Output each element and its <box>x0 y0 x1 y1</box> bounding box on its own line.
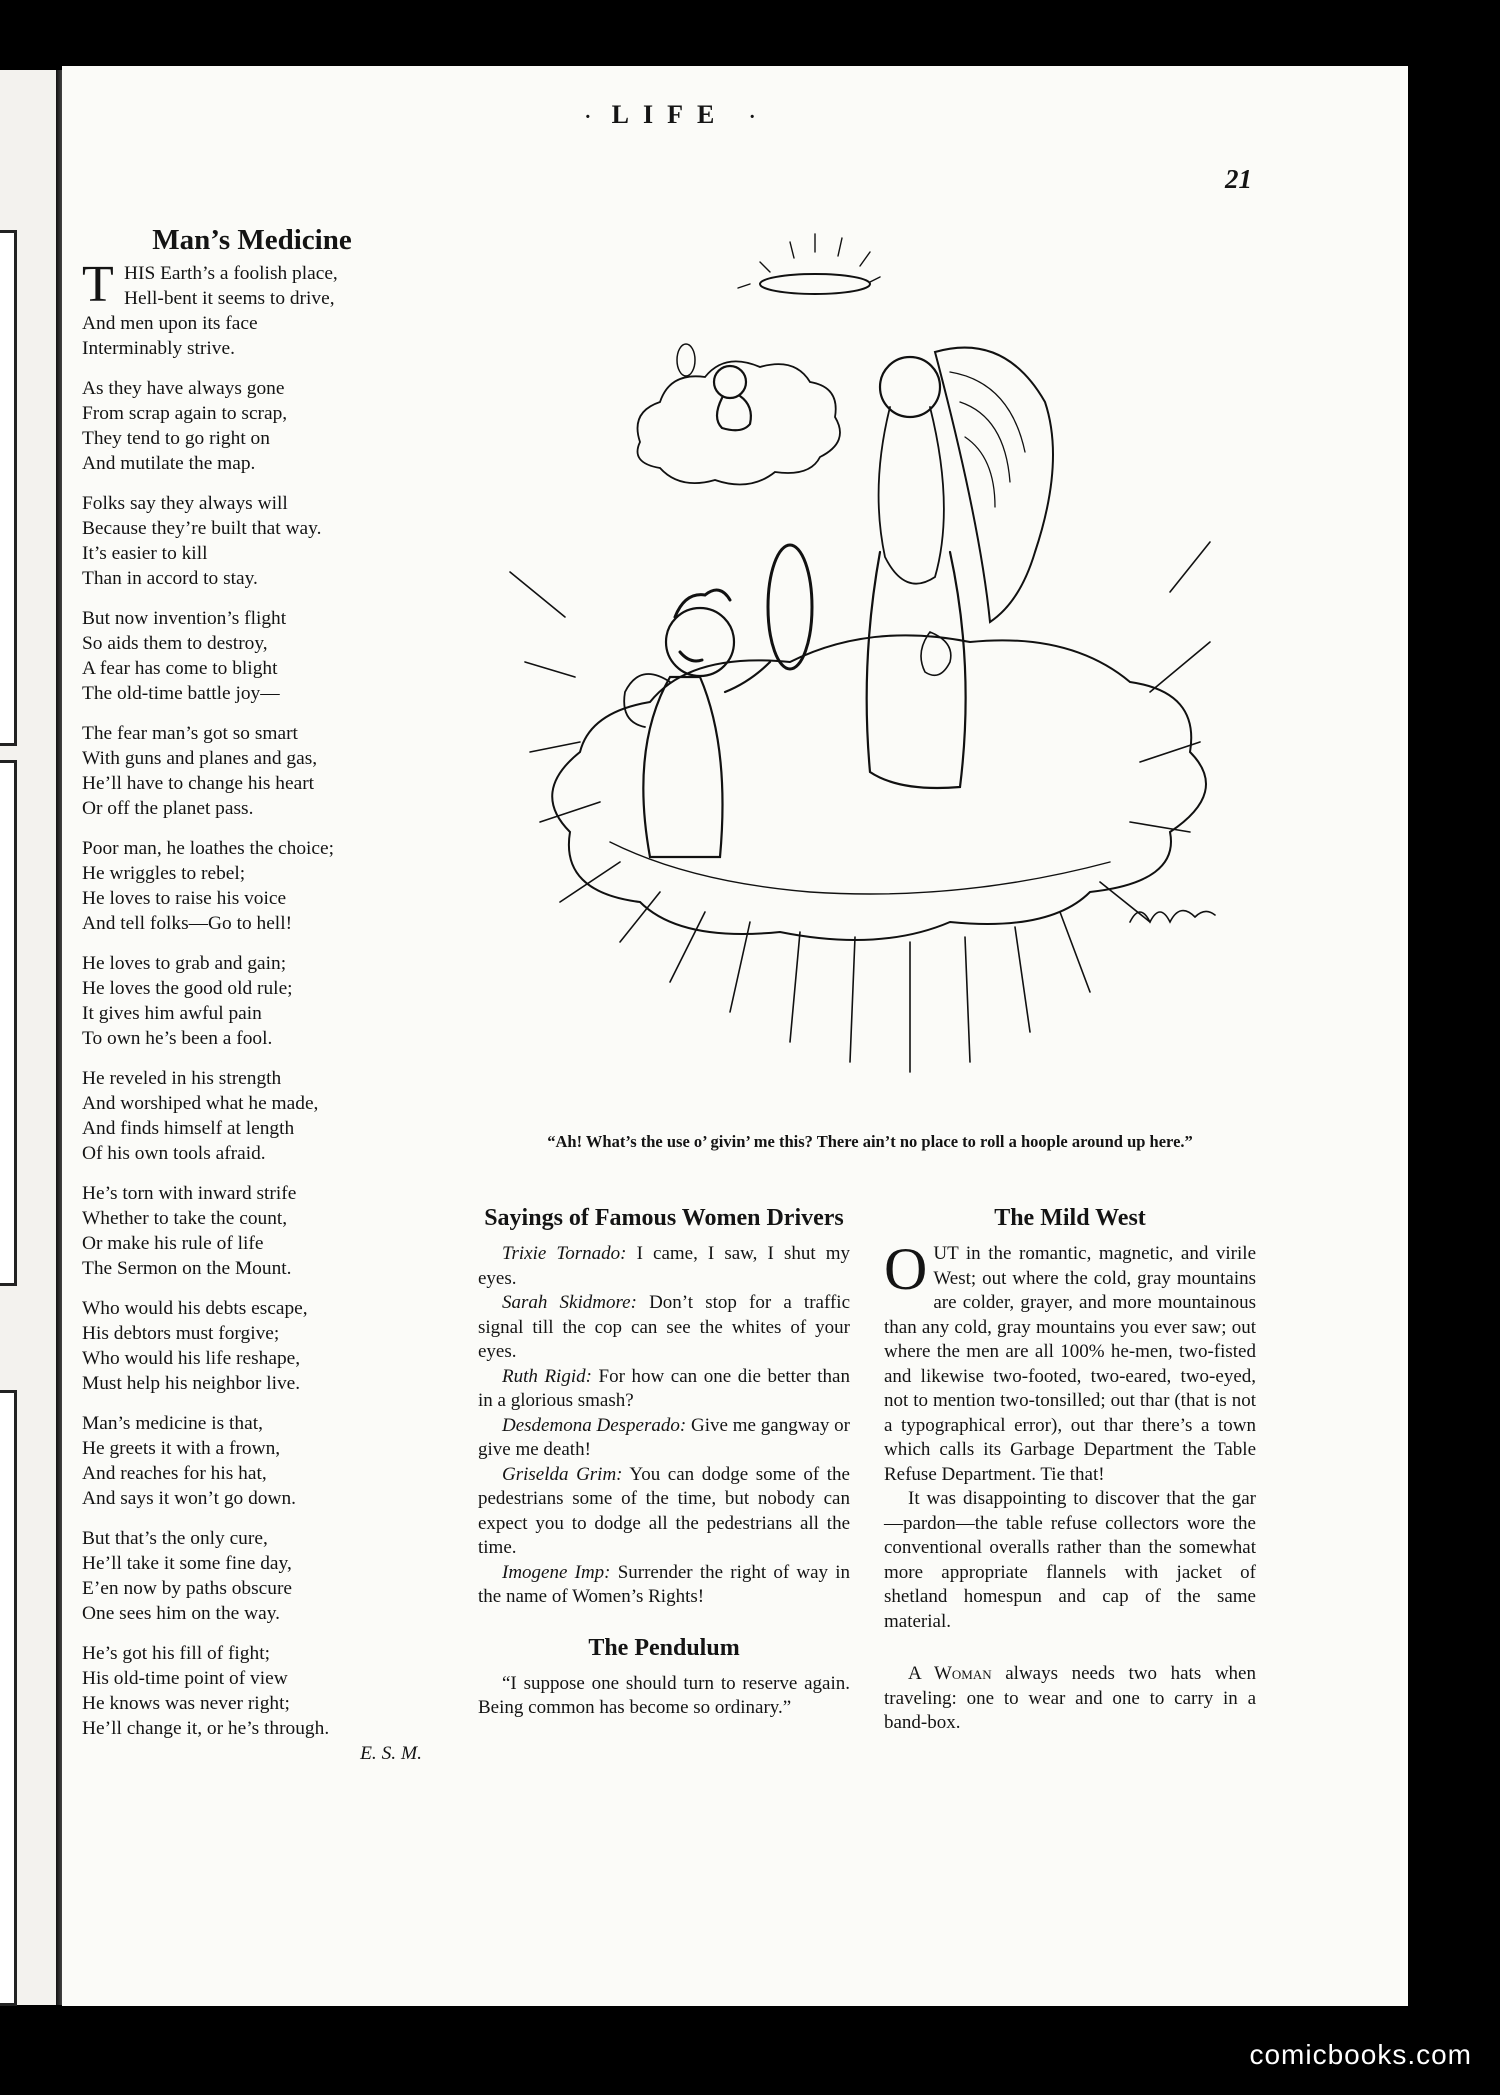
saying-item <box>478 1242 850 1291</box>
poem-line: Poor man, he loathes the choice; <box>82 838 335 859</box>
page-number: 21 <box>1225 164 1252 194</box>
sayings-title: Sayings of Famous Women Drivers <box>484 1205 844 1231</box>
poem-line: His old-time point of view <box>82 1668 288 1689</box>
saying-speaker: Trixie Tornado: <box>502 1243 627 1264</box>
saying-speaker: Imogene Imp: <box>502 1561 611 1583</box>
poem-line: He knows was never right; <box>82 1693 290 1714</box>
poem-line: Who would his life reshape, <box>82 1348 301 1369</box>
poem-line: He greets it with a frown, <box>82 1438 281 1459</box>
poem-line: Hell-bent it seems to drive, <box>124 288 335 309</box>
mild-west-para-1 <box>884 1236 1256 1487</box>
poem-line: He’s torn with inward strife <box>82 1183 297 1204</box>
saying-speaker: Sarah Skidmore: <box>502 1292 637 1313</box>
stanza <box>82 1641 422 1741</box>
poem-line: He’ll have to change his heart <box>82 773 315 794</box>
poem-line: Of his own tools afraid. <box>82 1143 266 1164</box>
poem-line: To own he’s been a fool. <box>82 1028 273 1049</box>
poem-line: And says it won’t go down. <box>82 1488 297 1509</box>
poem-line: He wriggles to rebel; <box>82 863 246 884</box>
poem-line: He’ll take it some fine day, <box>82 1553 292 1574</box>
saying-item <box>478 1463 850 1561</box>
facing-page-edge <box>0 70 60 2005</box>
radiating-lines <box>510 542 1210 1072</box>
cartoon-illustration <box>470 222 1270 1102</box>
saying-text: Don’t stop for a traffic signal till the cop can see the whites of your eyes. <box>478 1292 850 1362</box>
poem-line: Must help his neighbor live. <box>82 1373 301 1394</box>
saying-speaker: Griselda Grim: <box>502 1463 623 1485</box>
stanza <box>82 606 422 706</box>
saying-item <box>478 1414 850 1463</box>
pendulum-title: The Pendulum <box>588 1634 740 1661</box>
woman-note-text: always needs two hats when traveling: one to wear and one to carry in a band-box. <box>884 1663 1256 1733</box>
poem-line: With guns and planes and gas, <box>82 748 318 769</box>
middle-column <box>478 1202 850 1721</box>
saying-text: You can dodge some of the pedestrians some of the time, but nobody can expect you to dodge all the pedestrians all the time. <box>478 1463 850 1558</box>
poem-line: He loves to raise his voice <box>82 888 287 909</box>
saying-text: I came, I saw, I shut my eyes. <box>478 1243 850 1289</box>
poem-line: The fear man’s got so smart <box>82 723 298 744</box>
saying-speaker: Ruth Rigid: <box>502 1365 592 1387</box>
stanza <box>82 1411 422 1511</box>
poem-line: One sees him on the way. <box>82 1603 280 1624</box>
magazine-title: LIFE <box>611 100 729 129</box>
woman-note-lead: A Woman <box>908 1663 992 1684</box>
mild-west-text: UT in the romantic, magnetic, and virile West; out where the cold, gray mountains are colder, grayer, and more mountainous than any cold, gray mountains you ever saw; out where the men are all 100% he-men, two-fisted and likewise two-footed, two-eared, two-eyed, not to mention two-tonsilled; out thar (that is not a typographical error), out thar there’s a town which calls its Garbage Department the Table Refuse Department. Tie that! <box>884 1243 1256 1485</box>
saying-item <box>478 1365 850 1414</box>
poem-line: Than in accord to stay. <box>82 568 258 589</box>
stanza <box>82 491 422 591</box>
facing-page-panel <box>0 230 17 746</box>
poem-signature: E. S. M. <box>360 1743 422 1764</box>
poem-line: As they have always gone <box>82 378 285 399</box>
drop-cap: T <box>82 256 114 313</box>
drop-cap: O <box>884 1236 928 1302</box>
sayings-list <box>478 1242 850 1610</box>
poem-line: E’en now by paths obscure <box>82 1578 293 1599</box>
saying-text: For how can one die better than in a glorious smash? <box>478 1365 850 1411</box>
poem-line: And reaches for his hat, <box>82 1463 267 1484</box>
saying-speaker: Desdemona Desperado: <box>502 1414 687 1436</box>
stanza <box>82 376 422 476</box>
poem-line: From scrap again to scrap, <box>82 403 288 424</box>
stanza <box>82 1296 422 1396</box>
stanza <box>82 1066 422 1166</box>
poem-line: He’s got his fill of fight; <box>82 1643 270 1664</box>
elder-angel <box>867 348 1053 788</box>
facing-page-panel <box>0 1390 17 2006</box>
stanza <box>82 951 422 1051</box>
poem-line: The Sermon on the Mount. <box>82 1258 292 1279</box>
poem-line: He reveled in his strength <box>82 1068 282 1089</box>
poem-line: So aids them to destroy, <box>82 633 268 654</box>
saying-item <box>478 1291 850 1365</box>
mild-west-title: The Mild West <box>994 1205 1146 1231</box>
poem-line: And worshiped what he made, <box>82 1093 319 1114</box>
poem-line: Interminably strive. <box>82 338 235 359</box>
poem-line: They tend to go right on <box>82 428 270 449</box>
poem-line: Or make his rule of life <box>82 1233 264 1254</box>
woman-note <box>884 1662 1256 1736</box>
poem-line: And mutilate the map. <box>82 453 256 474</box>
saying-text: Surrender the right of way in the name of Women’s Rights! <box>478 1561 850 1607</box>
poem-line: And tell folks—Go to hell! <box>82 913 293 934</box>
poem-line: Or off the planet pass. <box>82 798 254 819</box>
poem-line: His debtors must forgive; <box>82 1323 280 1344</box>
poem-line: It gives him awful pain <box>82 1003 262 1024</box>
poem-line: It’s easier to kill <box>82 543 208 564</box>
poem-line: HIS Earth’s a foolish place, <box>124 263 338 284</box>
stanza <box>82 1181 422 1281</box>
right-column <box>884 1202 1256 1736</box>
facing-page-panel <box>0 760 17 1286</box>
running-header: · LIFE · <box>584 100 756 129</box>
poem-line: And finds himself at length <box>82 1118 295 1139</box>
boy-angel <box>624 545 812 857</box>
poem-line: But that’s the only cure, <box>82 1528 268 1549</box>
poem-title: Man’s Medicine <box>152 224 352 256</box>
mild-west-text: It was disappointing to discover that the gar—pardon—the table refuse collectors wore the conventional overalls rather than the somewhat more appropriate flannels with jacket of shetland homespun and cap of the same material. <box>884 1488 1256 1632</box>
poem-line: And men upon its face <box>82 313 258 334</box>
stanza <box>82 256 422 361</box>
stanza <box>82 1526 422 1626</box>
saying-text: Give me gangway or give me death! <box>478 1414 851 1460</box>
stanza <box>82 721 422 821</box>
poem-line: Man’s medicine is that, <box>82 1413 263 1434</box>
stanza <box>82 836 422 936</box>
poem-column <box>82 224 422 1766</box>
site-watermark: comicbooks.com <box>1249 2039 1472 2070</box>
poem-line: He’ll change it, or he’s through. <box>82 1718 330 1739</box>
poem-line: But now invention’s flight <box>82 608 287 629</box>
poem-line: He loves the good old rule; <box>82 978 293 999</box>
poem-line: The old-time battle joy— <box>82 683 280 704</box>
poem-line: Because they’re built that way. <box>82 518 322 539</box>
poem-line: Who would his debts escape, <box>82 1298 308 1319</box>
poem-line: Whether to take the count, <box>82 1208 288 1229</box>
poem-line: He loves to grab and gain; <box>82 953 287 974</box>
poem-line: Folks say they always will <box>82 493 288 514</box>
cartoon-caption: “Ah! What’s the use o’ givin’ me this? There ain’t no place to roll a hoople around up here.” <box>547 1132 1193 1151</box>
pendulum-text: “I suppose one should turn to reserve again. Being common has become so ordinary.” <box>478 1672 850 1718</box>
poem-line: A fear has come to blight <box>82 658 278 679</box>
saying-item <box>478 1561 850 1610</box>
